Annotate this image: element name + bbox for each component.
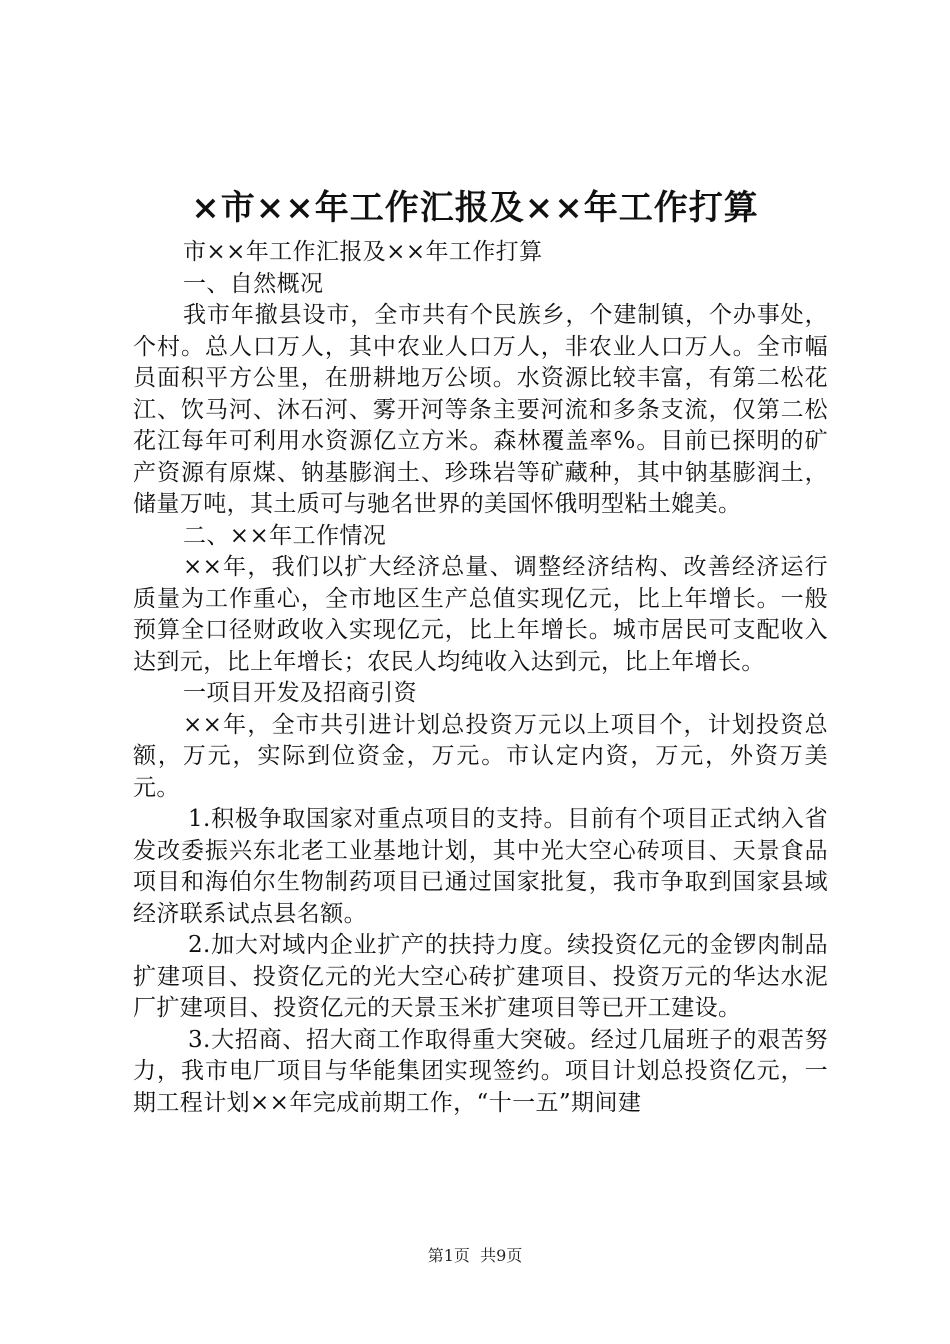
list-item-1: 1.积极争取国家对重点项目的支持。目前有个项目正式纳入省发改委振兴东北老工业基地计划，其中光大空心砖项目、天景食品项目和海伯尔生物制药项目已通过国家批复，我市争取到国家县域经济联系试点县名额。 — [133, 806, 828, 927]
paragraph-work-situation: ××年，我们以扩大经济总量、调整经济结构、改善经济运行质量为工作重心，全市地区生产总值实现亿元，比上年增长。一般预算全口径财政收入实现亿元，比上年增长。城市居民可支配收入达到元，比上年增长；农民人均纯收入达到元，比上年增长。 — [133, 554, 828, 675]
paragraph-projects: ××年，全市共引进计划总投资万元以上项目个，计划投资总额，万元，实际到位资金，万元。市认定内资，万元，外资万美元。 — [133, 711, 828, 801]
subsection-heading-projects: 一项目开发及招商引资 — [183, 680, 417, 706]
section-heading-natural-overview: 一、自然概况 — [183, 270, 324, 297]
subtitle-paragraph: 市××年工作汇报及××年工作打算 — [183, 239, 543, 265]
page-number-footer: 第1页 共9页 — [427, 1246, 523, 1265]
list-item-3: 3.大招商、招大商工作取得重大突破。经过几届班子的艰苦努力，我市电厂项目与华能集团实现签约。项目计划总投资亿元，一期工程计划××年完成前期工作，“十一五”期间建 — [133, 1026, 828, 1116]
list-item-2: 2.加大对域内企业扩产的扶持力度。续投资亿元的金锣肉制品扩建项目、投资亿元的光大空心砖扩建项目、投资万元的华达水泥厂扩建项目、投资亿元的天景玉米扩建项目等已开工建设。 — [133, 932, 828, 1021]
document-title: ×市××年工作汇报及××年工作打算 — [191, 188, 759, 228]
section-heading-work-situation: 二、××年工作情况 — [183, 522, 387, 549]
document-body — [133, 237, 828, 1119]
paragraph-natural-overview: 我市年撤县设市，全市共有个民族乡，个建制镇，个办事处，个村。总人口万人，其中农业人口万人，非农业人口万人。全市幅员面积平方公里，在册耕地万公顷。水资源比较丰富，有第二松花江、饮马河、沐石河、雾开河等条主要河流和多条支流，仅第二松花江每年可利用水资源亿立方米。森林覆盖率%。目前已探明的矿产资源有原煤、钠基膨润土、珍珠岩等矿藏种，其中钠基膨润土，储量万吨，其土质可与驰名世界的美国怀俄明型粘土媲美。 — [133, 302, 828, 517]
